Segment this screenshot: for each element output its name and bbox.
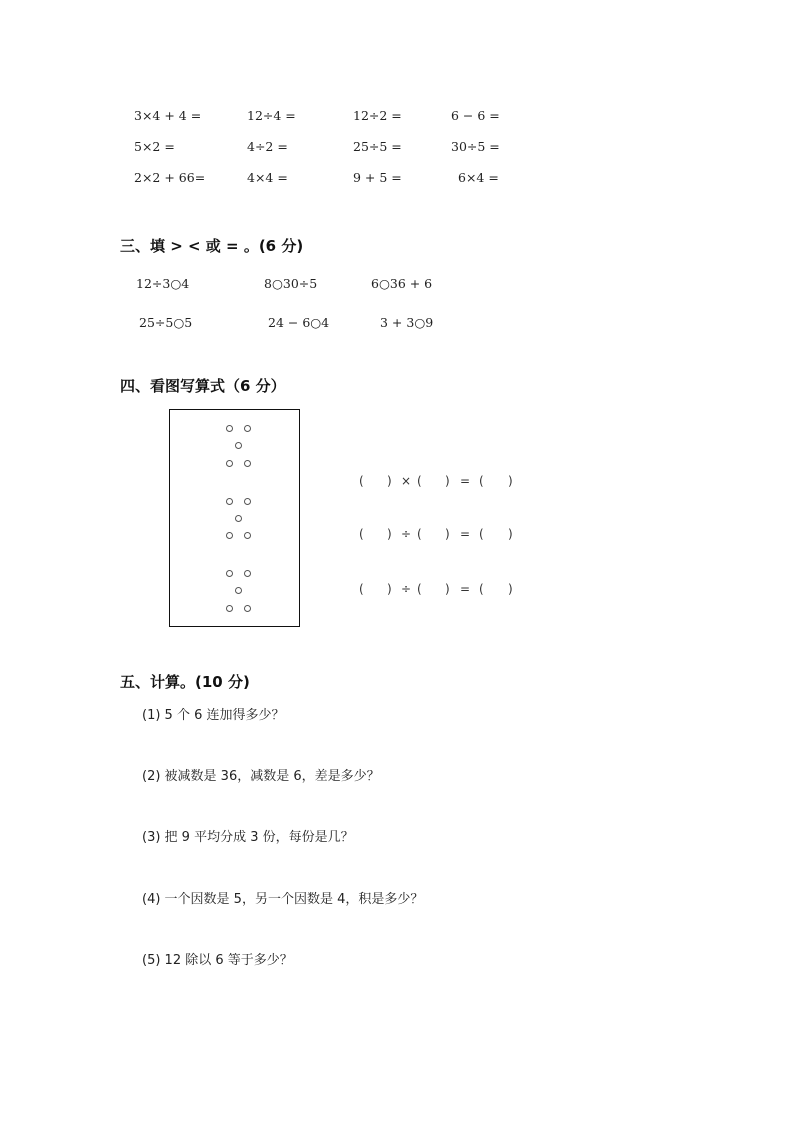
compare-item: 3 + 3○9 [380, 315, 434, 330]
blank-open: ( [417, 582, 422, 596]
operator: ÷ [401, 582, 412, 596]
calc-item: 6×4 = [458, 170, 499, 185]
section-title: 五、计算。(10 分) [120, 673, 250, 691]
compare-item: 6○36 + 6 [371, 276, 433, 291]
blank-open: ( [479, 474, 484, 488]
blank-open: ( [417, 474, 422, 488]
equals: = [460, 474, 471, 488]
calc-item: 4×4 = [247, 170, 288, 185]
calc-item: 6 − 6 = [451, 108, 500, 123]
calc-item: 30÷5 = [451, 139, 500, 154]
blank-close: ) [445, 582, 450, 596]
operator: ÷ [401, 527, 412, 541]
blank-close: ) [387, 527, 392, 541]
dot-icon [226, 425, 233, 432]
calc-item: 9 + 5 = [353, 170, 402, 185]
dot-icon [226, 570, 233, 577]
blank-open: ( [359, 582, 364, 596]
dot-icon [226, 605, 233, 612]
dot-icon [226, 532, 233, 539]
calc-item: 3×4 + 4 = [134, 108, 202, 123]
dot-icon [226, 460, 233, 467]
blank-open: ( [417, 527, 422, 541]
dot-icon [244, 605, 251, 612]
calc-item: 2×2 + 66= [134, 170, 206, 185]
dot-icon [235, 442, 242, 449]
question-item: (2) 被减数是 36，减数是 6，差是多少？ [142, 769, 380, 784]
blank-close: ) [387, 582, 392, 596]
calc-item: 12÷2 = [353, 108, 402, 123]
dot-icon [226, 498, 233, 505]
blank-close: ) [445, 474, 450, 488]
question-item: (1) 5 个 6 连加得多少？ [142, 708, 285, 723]
question-item: (3) 把 9 平均分成 3 份，每份是几？ [142, 830, 354, 845]
dot-icon [244, 570, 251, 577]
dot-picture-box [169, 409, 300, 627]
dot-icon [244, 425, 251, 432]
compare-item: 12÷3○4 [136, 276, 190, 291]
calc-item: 4÷2 = [247, 139, 288, 154]
blank-close: ) [508, 474, 513, 488]
blank-close: ) [508, 527, 513, 541]
equals: = [460, 582, 471, 596]
dot-icon [235, 587, 242, 594]
section-title: 三、填 > < 或 = 。(6 分) [120, 237, 304, 255]
dot-icon [235, 515, 242, 522]
blank-open: ( [479, 582, 484, 596]
blank-close: ) [508, 582, 513, 596]
blank-close: ) [387, 474, 392, 488]
dot-icon [244, 498, 251, 505]
section-title: 四、看图写算式（6 分） [120, 377, 286, 395]
blank-open: ( [359, 474, 364, 488]
dot-icon [244, 532, 251, 539]
calc-item: 5×2 = [134, 139, 175, 154]
blank-open: ( [359, 527, 364, 541]
compare-item: 25÷5○5 [139, 315, 193, 330]
question-item: (4) 一个因数是 5，另一个因数是 4，积是多少？ [142, 892, 424, 907]
dot-icon [244, 460, 251, 467]
equals: = [460, 527, 471, 541]
calc-item: 25÷5 = [353, 139, 402, 154]
question-item: (5) 12 除以 6 等于多少？ [142, 953, 293, 968]
calc-item: 12÷4 = [247, 108, 296, 123]
blank-open: ( [479, 527, 484, 541]
compare-item: 8○30÷5 [264, 276, 318, 291]
blank-close: ) [445, 527, 450, 541]
operator: × [401, 474, 412, 488]
compare-item: 24 − 6○4 [268, 315, 330, 330]
